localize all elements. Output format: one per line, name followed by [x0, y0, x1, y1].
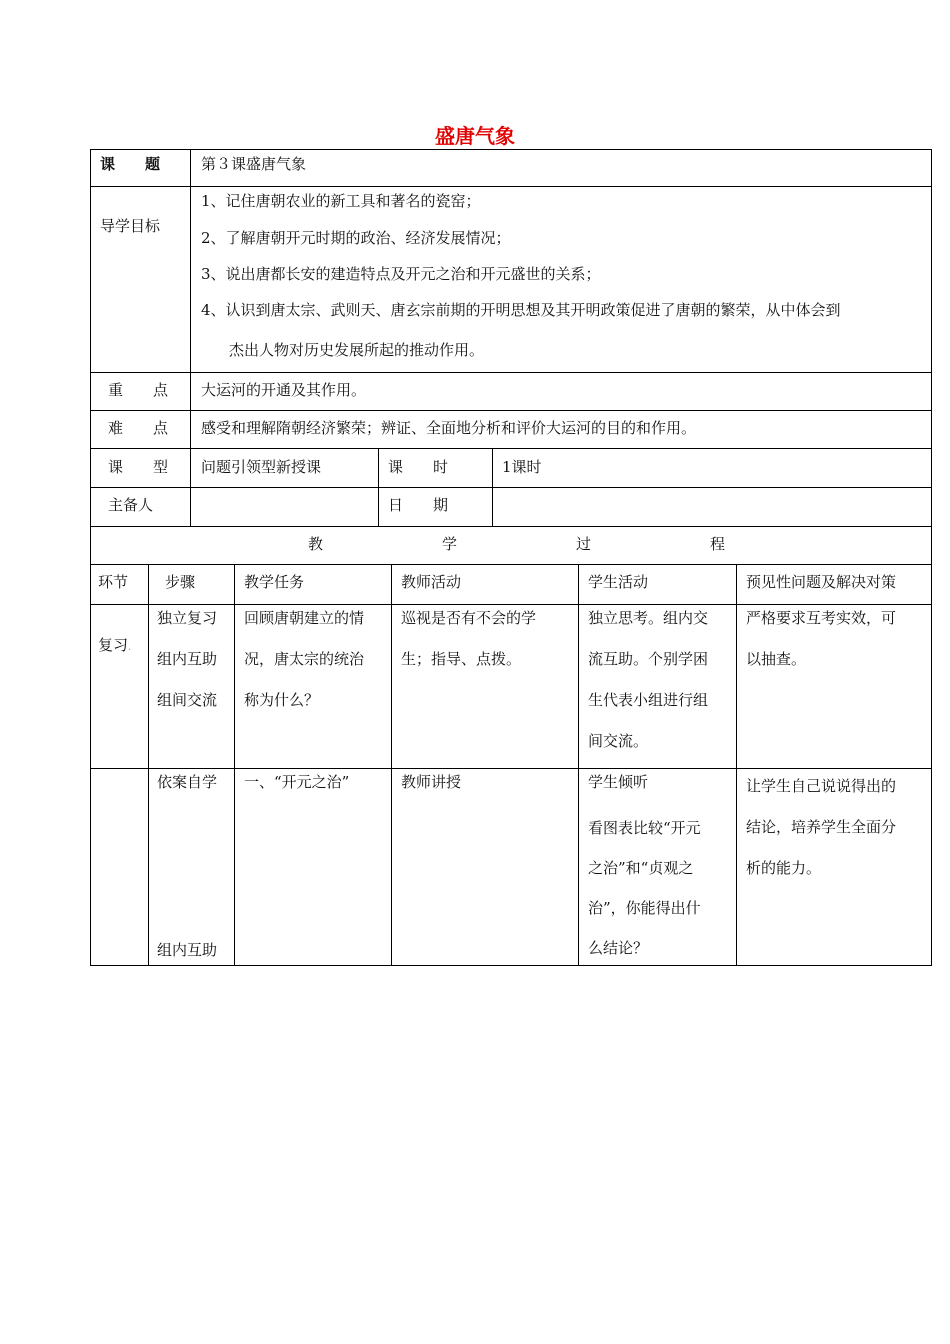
- column-header: 教师活动: [401, 573, 462, 591]
- goals-label: 导学目标: [100, 217, 161, 235]
- steps-cell: 独立复习 组内互助 组间交流: [157, 609, 218, 709]
- teacher-cell: 巡视是否有不会的学 生；指导、点拨。: [401, 609, 537, 668]
- goal-item: 3、说出唐都长安的建造特点及开元之治和开元盛世的关系；: [201, 265, 601, 283]
- page-title: 盛唐气象: [435, 124, 515, 148]
- lesson-type-value: 问题引领型新授课: [201, 458, 322, 476]
- goal-item: 2、了解唐朝开元时期的政治、经济发展情况；: [201, 229, 511, 247]
- goal-item: 杰出人物对历史发展所起的推动作用。: [229, 341, 485, 359]
- lesson-label: 课 题: [100, 155, 161, 173]
- preparer-label: 主备人: [108, 496, 154, 514]
- goal-item: 4、认识到唐太宗、武则天、唐玄宗前期的开明思想及其开明政策促进了唐朝的繁荣，从中体会到: [201, 301, 841, 319]
- difficulty-value: 感受和理解隋朝经济繁荣；辨证、全面地分析和评价大运河的目的和作用。: [201, 419, 697, 437]
- stage-cell: 复习.: [98, 636, 132, 654]
- lesson-type-label: 课 型: [108, 458, 169, 476]
- student-cell: 独立思考。组内交 流互助。个别学困 生代表小组进行组 间交流。: [588, 609, 709, 750]
- column-header: 环节: [98, 573, 129, 591]
- key-point-value: 大运河的开通及其作用。: [201, 381, 367, 399]
- difficulty-label: 难 点: [108, 419, 169, 437]
- steps-cell: 依案自学: [157, 773, 218, 791]
- column-header: 学生活动: [588, 573, 649, 591]
- column-header: 预见性问题及解决对策: [746, 573, 897, 591]
- steps-cell: 组内互助: [157, 941, 218, 959]
- class-hours-value: 1课时: [502, 458, 542, 476]
- process-header-char: 过: [576, 535, 592, 553]
- lesson-value: 第３课盛唐气象: [201, 155, 307, 173]
- task-cell: 一、“开元之治”: [244, 773, 350, 791]
- goal-item: 1、记住唐朝农业的新工具和著名的瓷窑；: [201, 192, 481, 210]
- process-header-char: 学: [442, 535, 458, 553]
- class-hours-label: 课 时: [388, 458, 449, 476]
- key-point-label: 重 点: [108, 381, 169, 399]
- student-cell: 学生倾听: [588, 773, 649, 791]
- column-header: 教学任务: [244, 573, 305, 591]
- process-header-char: 教: [308, 535, 324, 553]
- solution-cell: 严格要求互考实效，可 以抽查。: [746, 609, 897, 668]
- student-cell: 看图表比较“开元 之治”和“贞观之 治”，你能得出什 么结论？: [588, 819, 701, 957]
- task-cell: 回顾唐朝建立的情 况，唐太宗的统治 称为什么？: [244, 609, 365, 709]
- date-label: 日 期: [388, 496, 449, 514]
- teacher-cell: 教师讲授: [401, 773, 462, 791]
- column-header: 步骤: [165, 573, 196, 591]
- process-header-char: 程: [710, 535, 726, 553]
- solution-cell: 让学生自己说说得出的 结论，培养学生全面分 析的能力。: [746, 777, 897, 877]
